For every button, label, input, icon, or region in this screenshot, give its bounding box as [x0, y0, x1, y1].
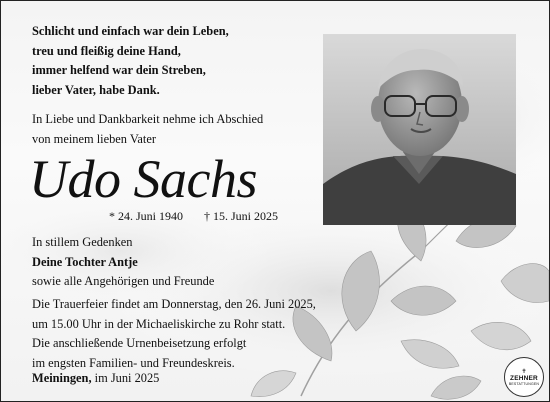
- poem-line: lieber Vater, habe Dank.: [32, 82, 160, 97]
- farewell-line: von meinem lieben Vater: [32, 131, 156, 146]
- place-date: [32, 369, 159, 389]
- place-name: Meiningen,: [32, 371, 92, 385]
- ceremony-line: Die anschließende Urnenbeisetzung erfolgt: [32, 336, 247, 350]
- farewell-text: [32, 110, 263, 149]
- memorial-block: [32, 233, 214, 292]
- memorial-intro: In stillem Gedenken: [32, 235, 133, 249]
- ceremony-line: Die Trauerfeier findet am Donnerstag, den 26. Juni 2025,: [32, 297, 316, 311]
- poem-line: immer helfend war dein Streben,: [32, 63, 206, 77]
- mourner-others: sowie alle Angehörigen und Freunde: [32, 274, 215, 288]
- poem-line: Schlicht und einfach war dein Leben,: [32, 24, 229, 38]
- mourner-daughter: Deine Tochter Antje: [32, 254, 138, 269]
- portrait-photo: [323, 34, 516, 225]
- cross-icon: ✝: [521, 368, 527, 375]
- ceremony-line: um 15.00 Uhr in der Michaeliskirche zu Rohr statt.: [32, 316, 286, 331]
- farewell-line: In Liebe und Dankbarkeit nehme ich Abschied: [32, 112, 264, 126]
- poem-line: treu und fleißig deine Hand,: [32, 43, 181, 58]
- logo-subtitle: BESTATTUNGEN: [508, 381, 540, 386]
- portrait-illustration: [323, 34, 516, 225]
- poem-verse: [32, 22, 229, 100]
- ceremony-line: im engsten Familien- und Freundeskreis.: [32, 355, 235, 370]
- logo-name: ZEHNER: [510, 374, 538, 382]
- notice-date: im Juni 2025: [91, 371, 160, 385]
- deceased-name: Udo Sachs: [29, 149, 257, 209]
- ceremony-details: [32, 295, 316, 373]
- death-date: † 15. Juni 2025: [204, 209, 279, 223]
- birth-date: * 24. Juni 1940: [109, 209, 184, 223]
- funeral-home-logo: [504, 357, 544, 397]
